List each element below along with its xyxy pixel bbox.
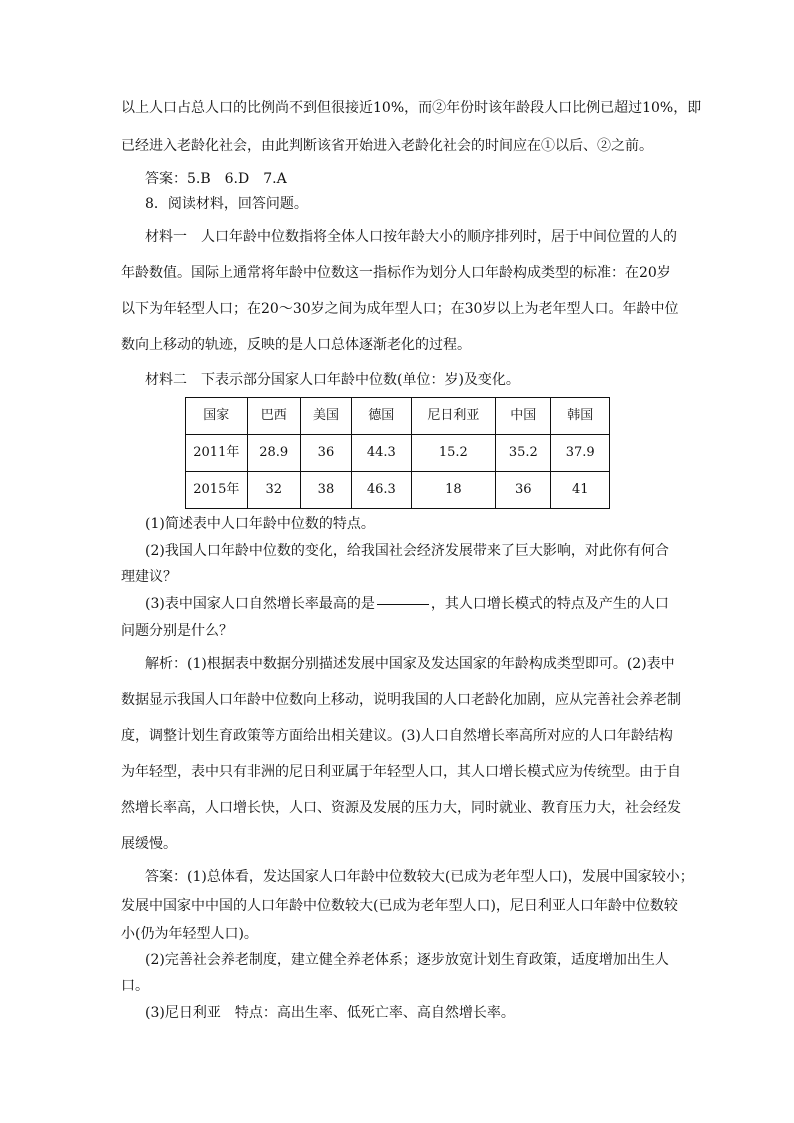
table-cell: 2015年 [186,472,248,509]
material-1-text: 材料一 人口年龄中位数指将全体人口按年龄大小的顺序排列时，居于中间位置的人的 [145,229,677,245]
sub-question: 理建议？ [121,569,177,585]
table-cell: 36 [496,472,551,509]
table-row [186,472,610,509]
analysis-text: 度，调整计划生育政策等方面给出相关建议。(3)人口自然增长率高所对应的人口年龄结构 [121,728,673,744]
question-title: 8．阅读材料，回答问题。 [145,196,308,212]
material-1-text: 年龄数值。国际上通常将年龄中位数这一指标作为划分人口年龄构成类型的标准：在20岁 [121,265,671,281]
sub-question: (1)简述表中人口年龄中位数的特点。 [145,516,375,532]
table-cell: 36 [300,435,351,472]
analysis-text: 展缓慢。 [121,836,177,852]
analysis-text: 然增长率高，人口增长快，人口、资源及发展的压力大，同时就业、教育压力大，社会经发 [121,800,681,816]
table-header-cell: 国家 [186,398,248,435]
table-cell: 41 [551,472,610,509]
table-cell: 46.3 [352,472,412,509]
analysis-text: 为年轻型，表中只有非洲的尼日利亚属于年轻型人口，其人口增长模式应为传统型。由于自 [121,764,681,780]
material-2-title: 材料二 下表示部分国家人口年龄中位数(单位：岁)及变化。 [145,372,520,388]
material-1-text: 数向上移动的轨迹，反映的是人口总体逐渐老化的过程。 [121,337,471,353]
answer-text: (3)尼日利亚 特点：高出生率、低死亡率、高自然增长率。 [145,1005,515,1021]
table-header-cell: 韩国 [551,398,610,435]
table-header-cell: 美国 [300,398,351,435]
table-cell: 15.2 [411,435,496,472]
table-cell: 37.9 [551,435,610,472]
answer-blank [377,604,429,605]
answer-text: 发展中国家中中国的人口年龄中位数较大(已成为老年型人口)，尼日利亚人口年龄中位数较 [121,898,678,914]
table-header-cell: 巴西 [247,398,300,435]
answer-text: 答案：(1)总体看，发达国家人口年龄中位数较大(已成为老年型人口)，发展中国家较小； [145,869,694,885]
answer-text: 小(仍为年轻型人口)。 [121,926,258,942]
answer-text: (2)完善社会养老制度，建立健全养老体系；逐步放宽计划生育政策，适度增加出生人 [145,952,669,968]
text-line: 已经进入老龄化社会，由此判断该省开始进入老龄化社会的时间应在①以后、②之前。 [121,138,653,154]
answer-line: 答案：5.B 6.D 7.A [145,171,287,187]
table-cell: 2011年 [186,435,248,472]
sub-question: 问题分别是什么？ [121,623,233,639]
table-cell: 38 [300,472,351,509]
material-1-text: 以下为年轻型人口；在20～30岁之间为成年型人口；在30岁以上为老年型人口。年龄中位 [121,301,679,317]
table-cell: 28.9 [247,435,300,472]
answer-text: 口。 [121,978,149,994]
sub-question-text: ，其人口增长模式的特点及产生的人口 [430,596,669,612]
sub-question-text: (3)表中国家人口自然增长率最高的是 [145,596,375,612]
table-cell: 18 [411,472,496,509]
table-cell: 35.2 [496,435,551,472]
table-header-row [186,398,610,435]
table-header-cell: 德国 [352,398,412,435]
text-line: 以上人口占总人口的比例尚不到但很接近10%，而②年份时该年龄段人口比例已超过10%，即 [121,100,702,116]
analysis-text: 数据显示我国人口年龄中位数向上移动，说明我国的人口老龄化加剧，应从完善社会养老制 [121,692,681,708]
sub-question [145,595,681,613]
sub-question: (2)我国人口年龄中位数的变化，给我国社会经济发展带来了巨大影响，对此你有何合 [145,543,669,559]
table-row [186,435,610,472]
table-cell: 32 [247,472,300,509]
analysis-text: 解析：(1)根据表中数据分别描述发展中国家及发达国家的年龄构成类型即可。(2)表中 [145,656,675,672]
population-median-age-table [185,397,610,509]
table-cell: 44.3 [352,435,412,472]
table-header-cell: 尼日利亚 [411,398,496,435]
table-header-cell: 中国 [496,398,551,435]
